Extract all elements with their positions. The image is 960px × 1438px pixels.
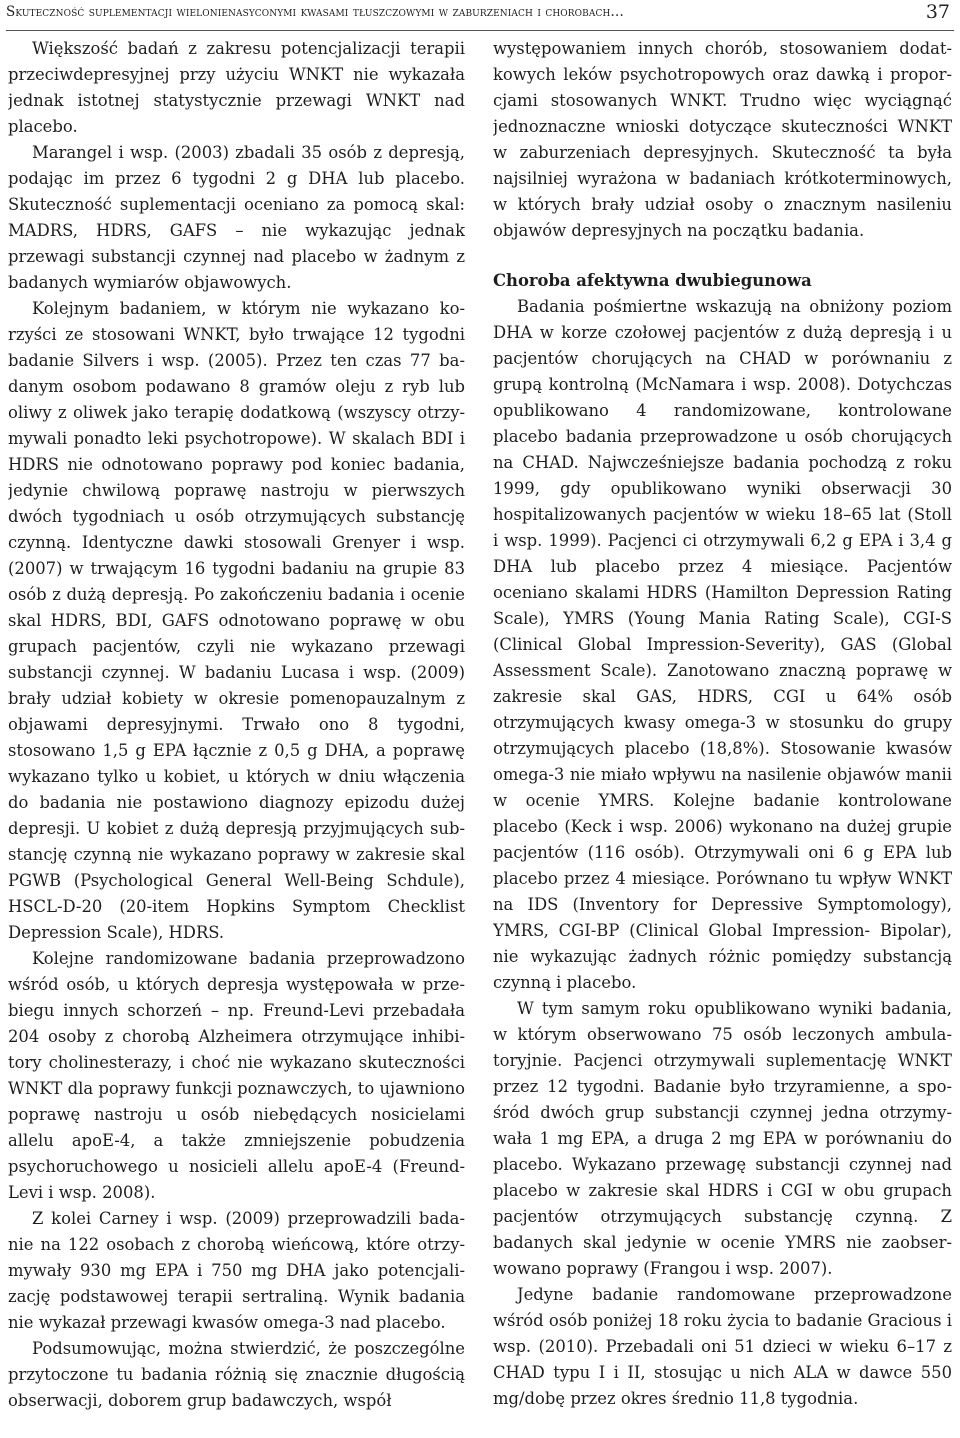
paragraph: Marangel i wsp. (2003) zbadali 35 osób z depresją, podając im przez 6 tygodni 2 g DHA lub placebo. Skuteczność suplementacji oceniano za pomocą skal: MADRS, HDRS, GAFS – nie wykazując jednak przewagi substancji czynnej nad placebo w żadnym z badanych wymiarów objawowych. [8, 143, 465, 292]
paragraph: Kolejnym badaniem, w którym nie wykazano korzyści ze stosowani WNKT, było trwające 12 tygodni badanie Silvers i wsp. (2005). Przez ten czas 77 badanym osobom podawano 8 gramów oleju z ryb lub oliwy z oliwek jako terapię dodatkową (wszyscy otrzymywali ponadto leki psychotropowe). W skalach BDI i HDRS nie odnotowano poprawy pod koniec badania, jedynie chwilową poprawę nastroju w pierwszych dwóch tygodniach u osób otrzymujących substancję czynną. Identyczne dawki stosowali Grenyer i wsp. (2007) w trwającym 16 tygodni badaniu na grupie 83 osób z dużą depresją. Po zakończeniu badania i ocenie skal HDRS, BDI, GAFS odnotowano poprawę w obu grupach pacjentów, czyli nie wykazano przewagi substancji czynnej. W badaniu Lucasa i wsp. (2009) brały udział kobiety w okresie pomenopauzalnym z objawami depresyjnymi. Trwało ono 8 tygodni, stosowano 1,5 g EPA łącznie z 0,5 g DHA, a poprawę wykazano tylko u kobiet, u których w dniu włączenia do badania nie postawiono diagnozy epizodu dużej depresji. U kobiet z dużą depresją przyjmujących substancję czynną nie wykazano poprawy w zakresie skal PGWB (Psychological General Well-Being Schdule), HSCL-D-20 (20-item Hopkins Symptom Checklist Depression Scale), HDRS. [8, 299, 465, 942]
paragraph: Badania pośmiertne wskazują na obniżony poziom DHA w korze czołowej pacjentów z dużą depresją i u pacjentów chorujących na CHAD w porównaniu z grupą kontrolną (McNamara i wsp. 2008). Dotychczas opublikowano 4 randomizowane, kontrolowane placebo badania przeprowadzone u osób chorujących na CHAD. Najwcześniejsze badania pochodzą z roku 1999, gdy opublikowano wyniki obserwacji 30 hospitalizowanych pacjentów w wieku 18–65 lat (Stoll i wsp. 1999). Pacjenci ci otrzymywali 6,2 g EPA i 3,4 g DHA lub placebo przez 4 miesiące. Pacjentów oceniano skalami HDRS (Hamilton Depression Rating Scale), YMRS (Young Mania Rating Scale), CGI-S (Clinical Global Impression-Severity), GAS (Global Assessment Scale). Zanotowano znaczną poprawę w zakresie skal GAS, HDRS, CGI u 64% osób otrzymujących kwasy omega-3 w stosunku do grupy otrzymujących placebo (18,8%). Stosowanie kwasów omega-3 nie miało wpływu na nasilenie objawów manii w ocenie YMRS. Kolejne badanie kontrolowane placebo (Keck i wsp. 2006) wykonano na dużej grupie pacjentów (116 osób). Otrzymywali oni 6 g EPA lub placebo przez 4 miesiące. Porównano tu wpływ WNKT na IDS (Inventory for Depressive Symptomology), YMRS, CGI-BP (Clinical Global Impression- Bipolar), nie wykazując żadnych różnic pomiędzy substancją czynną i placebo. [493, 297, 952, 992]
paragraph: Większość badań z zakresu potencjalizacji terapii przeciwdepresyjnej przy użyciu WNKT nie wykazała jednak istotnej statystycznie przewagi WNKT nad placebo. [8, 39, 465, 136]
running-title: Skuteczność suplementacji wielonienasyconymi kwasami tłuszczowymi w zaburzeniach i chorobach… [6, 4, 624, 20]
running-header [6, 0, 954, 31]
paragraph-continued: występowaniem innych chorób, stosowaniem dodatkowych leków psychotropowych oraz dawką i proporcjami stosowanych WNKT. Trudno więc wyciągnąć jednoznaczne wnioski dotyczące skuteczności WNKT w zaburzeniach depresyjnych. Skuteczność ta była najsilniej wyrażona w badaniach krótkoterminowych, w których brały udział osoby o znacznym nasileniu objawów depresyjnych na początku badania. [493, 39, 952, 240]
paragraph: Podsumowując, można stwierdzić, że poszczególne przytoczone tu badania różnią się znacznie długością obserwacji, doborem grup badawczych, współ [8, 1339, 465, 1410]
paragraph: W tym samym roku opublikowano wyniki badania, w którym obserwowano 75 osób leczonych ambulatoryjnie. Pacjenci otrzymywali suplementację WNKT przez 12 tygodni. Badanie było trzyramienne, a spośród dwóch grup substancji czynnej jedna otrzymywała 1 mg EPA, a druga 2 mg EPA w porównaniu do placebo. Wykazano przewagę substancji czynnej nad placebo w zakresie skal HDRS i CGI w obu grupach pacjentów otrzymujących substancję czynną. Z badanych skal jedynie w ocenie YMRS nie zaobserwowano poprawy (Frangou i wsp. 2007). [493, 999, 952, 1278]
paragraph: Z kolei Carney i wsp. (2009) przeprowadzili badanie na 122 osobach z chorobą wieńcową, które otrzymywały 930 mg EPA i 750 mg DHA jako potencjalizację podstawowej terapii sertraliną. Wynik badania nie wykazał przewagi kwasów omega-3 nad placebo. [8, 1209, 465, 1332]
left-column [8, 36, 465, 1434]
paragraph: Kolejne randomizowane badania przeprowadzono wśród osób, u których depresja występowała w przebiegu innych schorzeń – np. Freund-Levi przebadała 204 osoby z chorobą Alzheimera otrzymujące inhibitory cholinesterazy, i choć nie wykazano skuteczności WNKT dla poprawy funkcji poznawczych, to ujawniono poprawę nastroju u osób niebędących nosicielami allelu apoE-4, a także zmniejszenie pobudzenia psychoruchowego u nosicieli allelu apoE-4 (Freund-Levi i wsp. 2008). [8, 949, 465, 1202]
page-number: 37 [925, 1, 950, 23]
right-column [493, 36, 952, 1434]
paragraph: Jedyne badanie randomowane przeprowadzone wśród osób poniżej 18 roku życia to badanie Gracious i wsp. (2010). Przebadali oni 51 dzieci w wieku 6–17 z CHAD typu I i II, stosując u nich ALA w dawce 550 mg/dobę przez okres średnio 11,8 tygodnia. [493, 1285, 952, 1408]
section-heading: Choroba afektywna dwubiegunowa [493, 271, 812, 290]
